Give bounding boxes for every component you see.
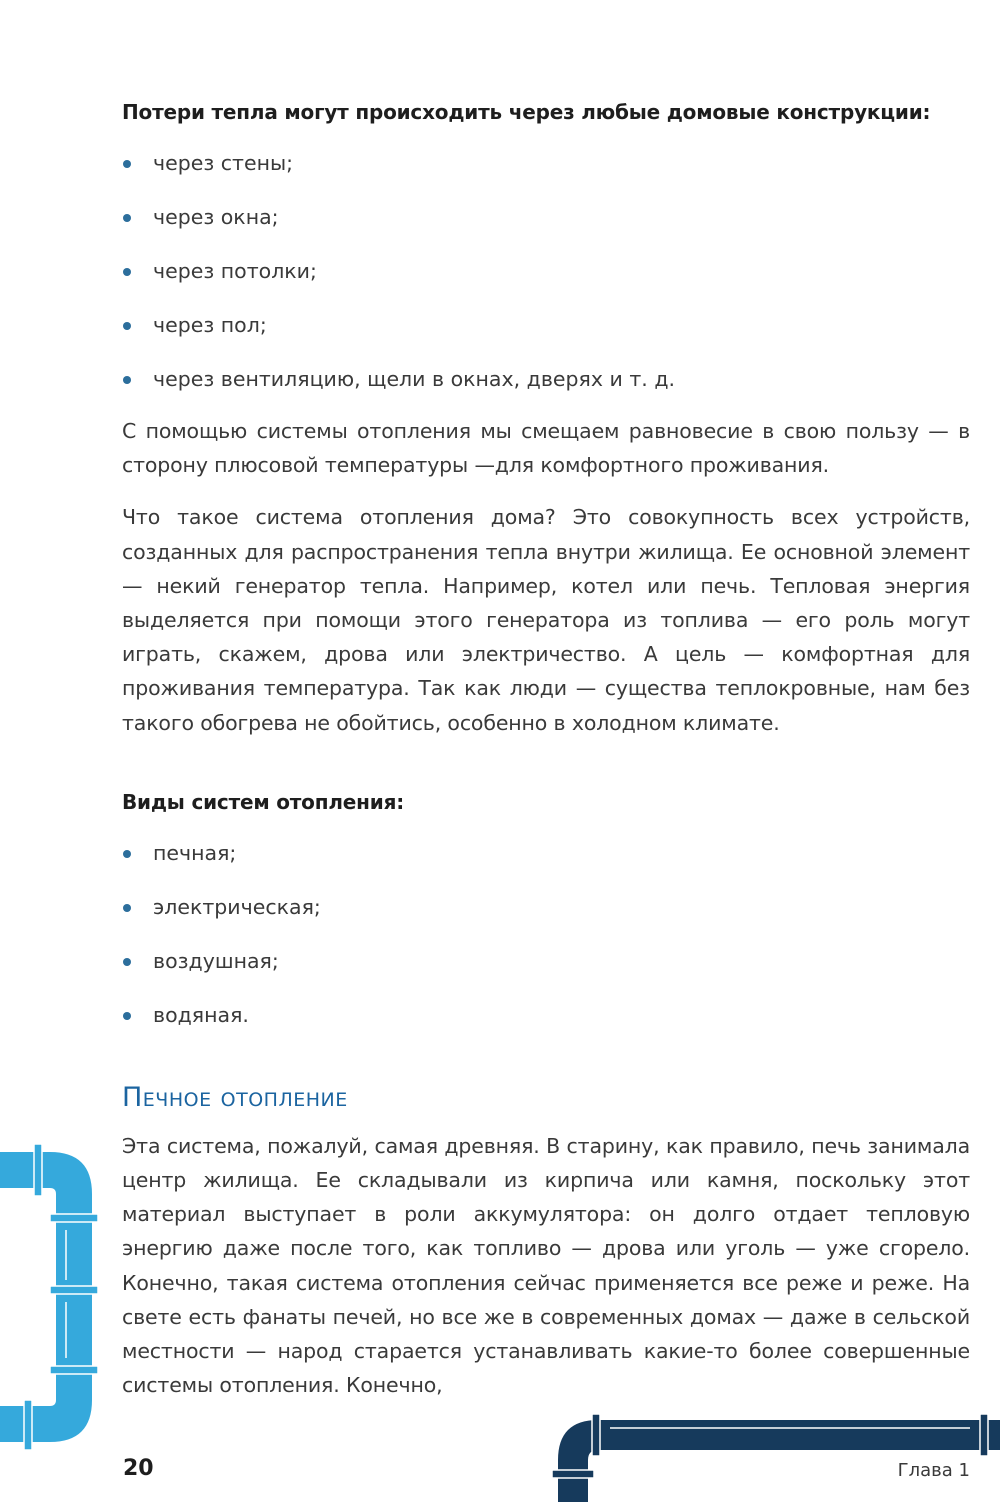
list-item: через стены; [122,148,970,178]
chapter-label: Глава 1 [897,1460,970,1481]
list-item: электрическая; [122,892,970,922]
list-item: через вентиляцию, щели в окнах, дверях и т. д. [122,364,970,394]
list-item: через потолки; [122,256,970,286]
page-number: 20 [123,1456,154,1481]
paragraph: Что такое система отопления дома? Это совокупность всех устройств, созданных для распространения тепла внутри жилища. Ее основной элемент — некий генератор тепла. Например, котел или печь. Тепловая энергия выделяется при помощи этого генератора из топлива — его роль могут играть, скажем, дрова или электричество. А цель — комфортная для проживания температура. Так как люди — существа теплокровные, нам без такого обогрева не обойтись, особенно в холодном климате. [122,505,970,735]
list-item: воздушная; [122,946,970,976]
pipe-icon [550,1410,1000,1502]
heating-types-list [122,838,970,1030]
section-title: Печное отопление [122,1081,348,1113]
paragraph: Эта система, пожалуй, самая древняя. В старину, как правило, печь занимала центр жилища. Ее складывали из кирпича или камня, поскольку этот материал выступает в роли аккумулятора: он долго отдает тепловую энергию даже после того, как топливо — дрова или уголь — уже сгорело. Конечно, такая система отопления сейчас применяется все реже и реже. На свете есть фанаты печей, но все же в современных домах — даже в сельской местности — народ старается устанавливать какие-то более совершенные системы отопления. Конечно, [122,1133,970,1398]
heating-types-heading: Виды систем отопления: [122,789,405,814]
list-item: через пол; [122,310,970,340]
list-item: печная; [122,838,970,868]
paragraph: С помощью системы отопления мы смещаем равновесие в свою пользу — в сторону плюсовой температуры —для комфортного проживания. [122,419,970,478]
heat-loss-list [122,148,970,394]
list-item: водяная. [122,1000,970,1030]
list-item: через окна; [122,202,970,232]
heat-loss-heading: Потери тепла могут происходить через любые домовые конструкции: [122,100,931,124]
pipe-icon [0,1140,100,1470]
page-content [122,100,970,1402]
